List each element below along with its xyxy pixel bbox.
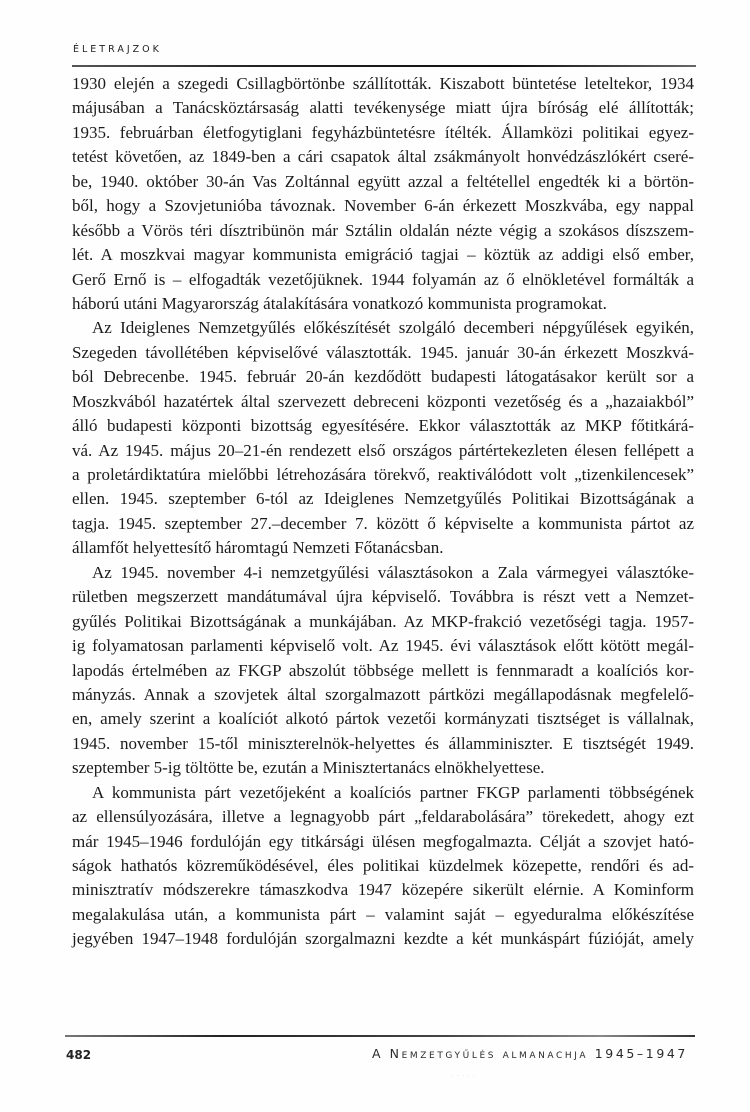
text-line: ságok hathatós közreműködésével, éles politikai küzdelmek közepette, rendőri és ad-: [72, 856, 694, 875]
text-line: lapodás értelmében az FKGP abszolút többsége mellett is fennmaradt a koalíciós kor-: [72, 660, 694, 680]
text-line: májusában a Tanácsköztársaság alatti tevékenysége miatt újra bíróság elé állították;: [72, 98, 694, 118]
book-title: A Nemzetgyűlés almanachja 1945–1947: [371, 1046, 688, 1061]
text-line: jegyében 1947–1948 fordulóján szorgalmazni kezdte a két munkáspárt fúzióját, amely: [72, 929, 694, 949]
text-line: 1935. februárban életfogytiglani fegyházbüntetésre ítélték. Államközi politikai egyez-: [72, 122, 694, 142]
text-line: államfőt helyettesítő háromtagú Nemzeti Főtanácsban.: [72, 538, 444, 558]
text-line: 1930 elején a szegedi Csillagbörtönbe szállították. Kiszabott büntetése leteltekor, 1934: [72, 74, 694, 93]
paragraph-first-line: A kommunista párt vezetőjeként a koalíciós partner FKGP parlamenti többségének: [92, 782, 694, 802]
text-line: tagja. 1945. szeptember 27.–december 7. között ő képviselte a kommunista pártot az: [72, 513, 694, 533]
text-line: tetést követően, az 1849-ben a cári csapatok által zsákmányolt honvédzászlókért cseré-: [72, 147, 694, 167]
text-line: Moszkvából hazatértek által szervezett debreceni központi vezetőség és a „hazaiakból”: [72, 391, 694, 411]
text-line: gyűlés Politikai Bizottságának a munkájában. Az MKP-frakció vezetőségi tagja. 1957-: [72, 611, 694, 631]
text-line: ből, hogy a Szovjetunióba távoznak. November 6-án érkezett Moszkvába, egy nappal: [72, 196, 694, 216]
text-line: a proletárdiktatúra mielőbbi létrehozására törekvő, reaktiválódott volt „tizenkilencesek”: [72, 465, 694, 484]
text-line: minisztratív módszerekre támaszkodva 1947 közepére sikerült elérnie. A Kominform: [72, 880, 694, 900]
text-line: Gerő Ernő is – elfogadták vezetőjüknek. 1944 folyamán az ő elnökletével formálták a: [72, 269, 694, 289]
text-line: ellen. 1945. szeptember 6-tól az Ideiglenes Nemzetgyűlés Politikai Bizottságának a: [72, 489, 694, 509]
text-line: később a Vörös téri dísztribünön már Sztálin oldalán nézte végig a szokásos díszszem-: [72, 220, 694, 240]
text-line: megalakulása után, a kommunista párt – valamint saját – egyeduralma előkészítése: [72, 904, 694, 924]
running-head: ÉLETRAJZOK: [73, 44, 162, 55]
header-rule: [72, 65, 696, 67]
text-line: vá. Az 1945. május 20–21-én rendezett első országos pártértekezleten élesen fellépett a: [72, 440, 694, 460]
footer-rule: [65, 1035, 695, 1037]
text-line: 1945. november 15-től miniszterelnök-helyettes és államminiszter. E tisztségét 1949.: [72, 733, 694, 753]
body-text: [72, 72, 694, 952]
text-line: lét. A moszkvai magyar kommunista emigráció tagjai – köztük az addigi első ember,: [72, 245, 694, 265]
scan-artifact: · · · · ·: [452, 1073, 476, 1079]
text-line: mányzás. Annak a szovjetek által szorgalmazott pártközi megállapodásnak megfelelő-: [72, 684, 694, 704]
page-number: 482: [66, 1048, 92, 1062]
text-line: álló budapesti központi bizottság egyesítésére. Ekkor választották az MKP főtitkárá-: [72, 416, 694, 436]
text-line: en, amely szerint a koalíciót alkotó pártok vezetői kormányzati tisztséget is vállalnak,: [72, 709, 694, 729]
paragraph-first-line: Az 1945. november 4-i nemzetgyűlési választásokon a Zala vármegyei választóke-: [92, 562, 694, 582]
text-line: rületben megszerzett mandátumával újra képviselő. Továbbra is részt vett a Nemzet-: [72, 587, 694, 607]
paragraph-first-line: Az Ideiglenes Nemzetgyűlés előkészítését szolgáló decemberi népgyűlések egyikén,: [92, 318, 694, 338]
text-line: háború utáni Magyarország átalakítására vonatkozó kommunista programokat.: [72, 293, 607, 313]
text-line: be, 1940. október 30-án Vas Zoltánnal együtt azzal a feltétellel engedték ki a börtön-: [72, 171, 694, 191]
text-line: szeptember 5-ig töltötte be, ezután a Minisztertanács elnökhelyettese.: [72, 758, 545, 778]
text-line: az ellensúlyozására, illetve a legnagyobb párt „feldarabolására” törekedett, ahogy ezt: [72, 807, 694, 827]
text-line: ig folyamatosan parlamenti képviselő volt. Az 1945. évi választások előtt kötött megál-: [72, 636, 694, 656]
text-line: ból Debrecenbe. 1945. február 20-án kezdődött budapesti látogatásakor került sor a: [72, 367, 694, 387]
text-line: Szegeden távollétében képviselővé választották. 1945. január 30-án érkezett Moszkvá-: [72, 342, 694, 362]
text-line: már 1945–1946 fordulóján egy titkársági ülésen megfogalmazta. Célját a szovjet ható-: [72, 831, 694, 851]
